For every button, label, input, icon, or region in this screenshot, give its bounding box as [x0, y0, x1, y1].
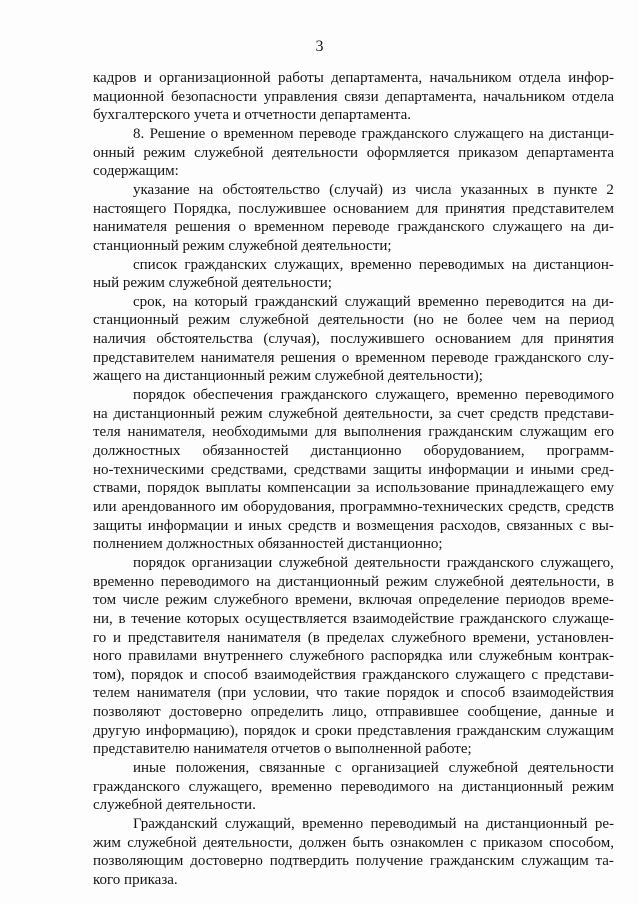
text-line: мационной безопасности управления связи департамента, начальником отдела — [93, 88, 614, 105]
text-line: станционный режим служебной деятельности; — [93, 237, 392, 254]
text-line: представителю нанимателя отчетов о выполненной работе; — [93, 741, 472, 758]
text-line: онный режим служебной деятельности оформляется приказом департамента — [93, 144, 614, 161]
text-line: том), порядок и способ взаимодействия гражданского служащего с представи- — [93, 666, 614, 683]
text-line: телем нанимателя (при условии, что такие порядок и способ взаимодействия — [93, 685, 614, 702]
text-line: теля нанимателя, необходимыми для выполнения гражданским служащим его — [93, 424, 614, 441]
text-line: гражданского служащего, временно переводимого на дистанционный режим — [93, 778, 614, 795]
text-line: порядок организации служебной деятельности гражданского служащего, — [133, 554, 614, 571]
text-line: содержащим: — [93, 163, 179, 180]
text-line: нанимателя решения о временном переводе гражданского служащего на ди- — [93, 219, 614, 236]
text-line: го и представителя нанимателя (в пределах служебного времени, установлен- — [93, 629, 614, 646]
text-line: полнением должностных обязанностей дистанционно; — [93, 536, 443, 553]
text-line: том числе режим служебного времени, включая определение периодов време- — [93, 592, 614, 609]
text-line: но-техническими средствами, средствами защиты информации и иными сред- — [93, 461, 614, 478]
text-line: иные положения, связанные с организацией служебной деятельности — [133, 760, 614, 776]
page-number: 3 — [315, 38, 324, 55]
text-line: кадров и организационной работы департамента, начальником отдела инфор- — [93, 70, 614, 86]
text-line: представителем нанимателя решения о временном переводе гражданского слу- — [93, 349, 614, 366]
text-line: позволяющим достоверно подтвердить получение гражданским служащим та- — [93, 853, 614, 870]
text-line: порядок обеспечения гражданского служащего, временно переводимого — [133, 387, 614, 403]
text-line: должностных обязанностей дистанционно оборудованием, программ- — [93, 443, 614, 459]
text-line: список гражданских служащих, временно переводимых на дистанцион- — [133, 256, 614, 273]
text-line: указание на обстоятельство (случай) из числа указанных в пункте 2 — [133, 181, 614, 198]
text-line: жащего на дистанционный режим служебной деятельности); — [93, 368, 483, 385]
text-line: 8. Решение о временном переводе гражданского служащего на дистанци- — [133, 125, 614, 142]
text-line: наличия обстоятельства (случая), послужившего основанием для принятия — [93, 331, 614, 348]
text-line: ного правилами внутреннего служебного распорядка или служебным контрак- — [93, 648, 614, 665]
text-line: ствами, порядок выплаты компенсации за использование принадлежащего ему — [93, 480, 614, 497]
text-line: другую информацию), порядок и сроки представления гражданским служащим — [93, 722, 614, 739]
text-line: срок, на который гражданский служащий временно переводится на ди- — [133, 293, 614, 310]
text-line: кого приказа. — [93, 871, 178, 888]
text-line: станционный режим служебной деятельности (но не более чем на период — [93, 312, 614, 329]
text-line: защиты информации и иных средств и возмещения расходов, связанных с вы- — [93, 517, 614, 534]
text-line: позволяют достоверно определить лицо, отправившее сообщение, данные и — [93, 704, 614, 721]
text-line: ни, в течение которых осуществляется взаимодействие гражданского служаще- — [93, 610, 614, 627]
text-line: настоящего Порядка, послужившее основанием для принятия представителем — [93, 200, 614, 217]
text-line: временно переводимого на дистанционный режим служебной деятельности, в — [93, 573, 614, 590]
text-line: бухгалтерского учета и отчетности департамента. — [93, 107, 412, 124]
text-line: жим служебной деятельности, должен быть ознакомлен с приказом способом, — [93, 834, 614, 851]
text-line: служебной деятельности. — [93, 797, 256, 814]
text-line: или арендованного им оборудования, программно-технических средств, средств — [93, 498, 614, 515]
text-line: на дистанционный режим служебной деятельности, за счет средств представи- — [93, 405, 614, 422]
text-line: Гражданский служащий, временно переводимый на дистанционный ре- — [133, 816, 614, 832]
text-line: ный режим служебной деятельности; — [93, 275, 332, 292]
